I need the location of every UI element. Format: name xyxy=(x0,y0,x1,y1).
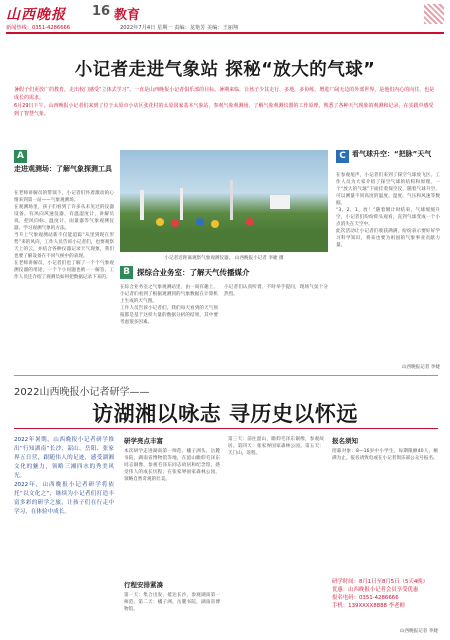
section-a-body xyxy=(14,190,114,281)
story1-headline: 小记者走进气象站 探秘“放大的气球” xyxy=(74,60,376,80)
decorative-pattern xyxy=(424,4,444,24)
story2-kicker: 2022山西晚报小记者研学—— xyxy=(14,387,150,398)
paragraph: 2022年暑期，山西晚报小记者研学推出“行知湖南”长沙、韶山、岳阳、张家界五日营，跟随伟人的足迹，感受湖湘文化的魅力，领略三湘四水的秀美风光。 xyxy=(14,437,114,479)
story1-lead xyxy=(14,86,438,118)
story2-byline: 山西晚报记者 李婕 xyxy=(399,629,438,634)
contact-line: 优惠：山西晚报小记者会员享受优惠 xyxy=(332,587,419,593)
lead-paragraph: 暑假子们更放广的教育，走出校门感受“立体式学习”。一直是山西晚报小记者俱乐部的目标。暑期来临，让孩子少其走行、多地，多协练，增进广阔无边的外部世界，是他们内心的向往，也是成长的需求。 xyxy=(14,87,435,101)
contact-line: 手机：139XXXX8888 李老师 xyxy=(332,603,405,609)
col2-body-2: 第一天：集合出发，抵达长沙，参观湖南第一师范。第二天：橘子洲、岳麓书院、湖南省博物馆。 xyxy=(124,593,220,612)
masthead xyxy=(0,0,450,34)
section-name: 教育 xyxy=(114,8,141,23)
paragraph: 在综合业务室之气象观测站里，由一间有趣上，小记者们看到了根据观测到的气象数据在计算机上生成的天气图。 xyxy=(120,285,218,304)
section-c-body xyxy=(336,172,440,249)
col4-heading: 报名须知 xyxy=(332,437,358,445)
paragraph: 当升上气象观测站新不仅能追踪“从里到现在形势”来的风向，工作人员告诉小记者们，也要观察天上的云，并结合各种仪器记录天气现象，我们也要了解设备在不同气候中的表现。 xyxy=(14,233,114,259)
dateline: 2022年7月4日 星期一 责编：龙艳芳 美编：王丽翔 xyxy=(120,25,239,31)
news-photo xyxy=(120,150,328,252)
news-hotline: 新闻热线：0351-4286666 xyxy=(6,25,71,31)
story2-headline: 访湖湘以咏志 寻历史以怀远 xyxy=(92,402,358,426)
col4-body: 招募对象：8—16岁中小学生。每期限额40人，额满为止。报名请致电或在小记者俱乐部公众号报名。 xyxy=(332,449,438,461)
col2-body-1: 本次研学走进湖南第一师范、橘子洲头、岳麓书院、湖南省博物馆等地，在韶山瞻仰毛泽东同志铜像，参观毛泽东同志故居和纪念馆，感受伟人的成长历程；在张家界国家森林公园，领略自然奇观的壮美。 xyxy=(124,449,220,482)
lead-paragraph: 6月29日下午，山西晚报小记者们来到了位于太原市小店区张花村的太原国家基本气象站，参观气象观测场，了解气象观测仪器的工作原理，熟悉了各种天气现象的观测和记录，在实践中感受到了智慧气象。 xyxy=(14,103,434,117)
paragraph: 工作人员告诉小记者们，我们每天看到的天气预报都是基于这样大量的数据分析的结果，其中要考虑很多因素。 xyxy=(120,306,218,325)
paragraph: 在老师讲解员的带领下，小记者们怀着激动的心情来到第一站——气象观测场。 xyxy=(14,191,114,203)
section-c-byline: 山西晚报记者 李婕 xyxy=(401,365,440,370)
weather-station-illustration xyxy=(120,150,328,252)
paragraph: 在观测场里，孩子们看到了许多从未见过的仪器设备。有风向风速仪器，有温湿度计，讲解员说，把风向标、温度计、雨量器等气象观测仪器，学习观测气象的方法。 xyxy=(14,205,114,231)
col2-heading-2: 行程安排紧凑 xyxy=(124,581,163,589)
section-a-heading: 走进观测场：了解气象探测工具 xyxy=(14,165,112,173)
col3-body: 第三天：前往韶山，瞻仰毛泽东铜像，参观故居。第四天：张家界国家森林公园。第五天：天门山，返程。 xyxy=(228,437,324,456)
paragraph: 2022年，山西晚报小记者研学将依托“以文化之”，继续为小记者们打造丰富多彩的研学之旅，让孩子们在行走中学习，在体验中成长。 xyxy=(14,482,114,515)
paragraph: “3、2、1，放！”随着倒计时结束，气球缓缓升空，小记者们纷纷仰头观看，直到气球变成一个小点消失在天空中。 xyxy=(336,208,440,227)
section-c-badge: C xyxy=(336,150,349,163)
masthead-rule xyxy=(6,32,444,34)
newspaper-logo: 山西晚报 xyxy=(6,7,66,23)
story2-intro xyxy=(14,436,114,517)
section-b-body-col1 xyxy=(120,284,218,326)
section-a-badge: A xyxy=(14,150,27,163)
story-divider xyxy=(14,375,438,376)
contact-line: 报名电码：0351-4286666 xyxy=(332,595,399,601)
page-number: 16 xyxy=(92,4,111,19)
section-c-heading: 看气球升空：“把脉”天气 xyxy=(352,150,432,158)
contact-line: 研学时间：8月1日至8月5日（5天4晚） xyxy=(332,579,429,585)
paragraph: 在老师讲解员，小记者们也了解了一个个气象观测仪器的用途，一个个小问题也被一一解答，工作人员还介绍了观测员如何把数据记录下来的。 xyxy=(14,261,114,280)
section-b-badge: B xyxy=(120,266,133,279)
story2-rule xyxy=(14,428,438,429)
section-b-heading: 探综合业务室：了解天气传播媒介 xyxy=(137,268,250,277)
col2-heading-1: 研学亮点丰富 xyxy=(124,437,163,445)
paragraph: 在参观尾声，小记者们来到了探空气球放飞区。工作人员为大家介绍了探空气球的结构和原理，一个“放大的气球”下面挂着探空仪，随着气球升空，可以测量不同高度的温度、湿度、气压和风速等数据。 xyxy=(336,173,440,206)
section-b-body-col2 xyxy=(224,284,328,298)
contact-box xyxy=(332,578,438,610)
paragraph: 此次活动让小记者们收获满满，纷纷表示要好好学习科学知识，将来也要为祖国的气象事业贡献力量。 xyxy=(336,229,440,248)
photo-caption: 小记者近距离观察气象观测仪器。 山西晚报小记者 李婕 摄 xyxy=(164,256,284,261)
paragraph: 小记者们认真听着，不时举手提问，现场气氛十分热烈。 xyxy=(224,285,328,297)
